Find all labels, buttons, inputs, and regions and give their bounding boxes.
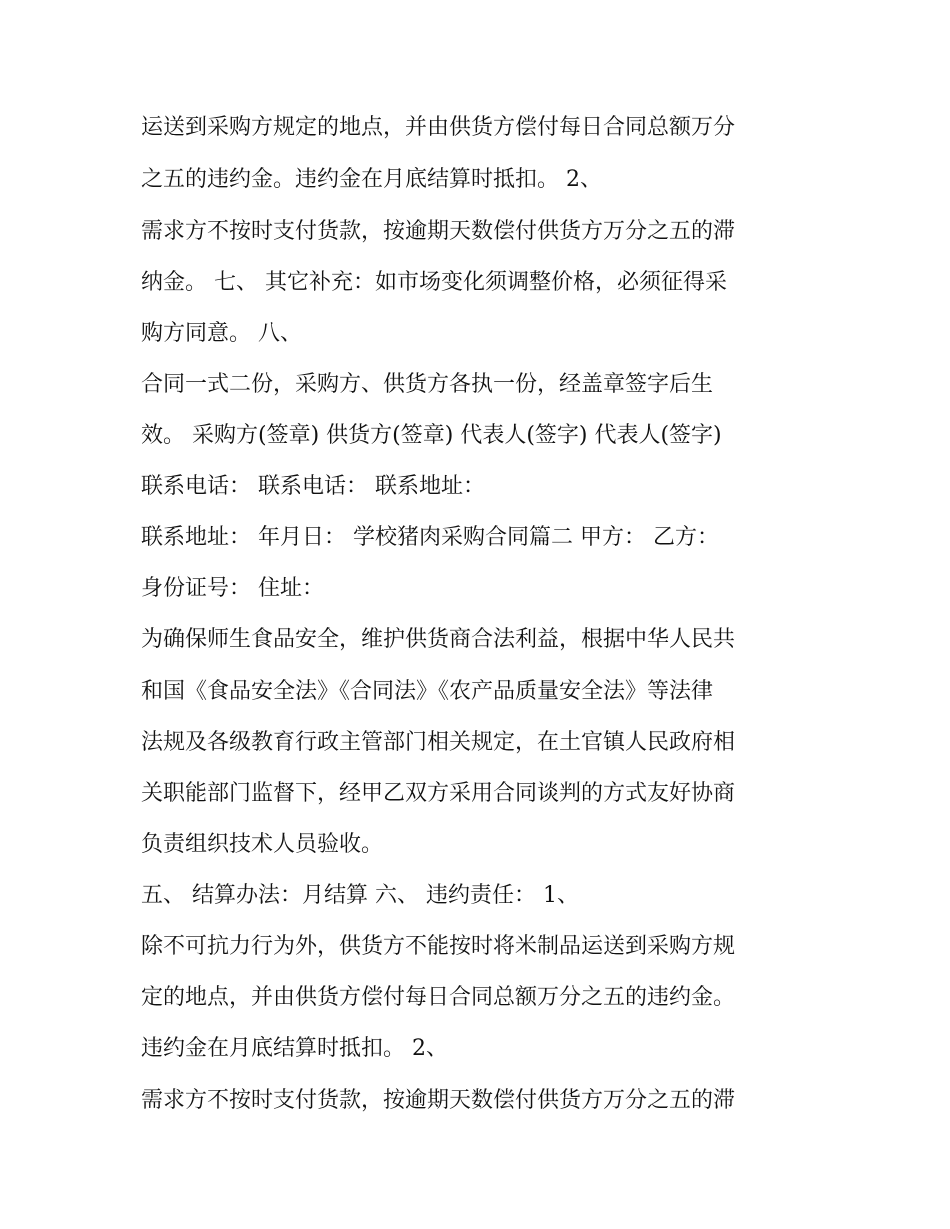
text-line: 购方同意。 八、 bbox=[141, 321, 302, 346]
text-line: 运送到采购方规定的地点，并由供货方偿付每日合同总额万分 bbox=[141, 115, 736, 140]
text-line: 和国《食品安全法》《合同法》《农产品质量安全法》等法律 bbox=[141, 679, 714, 704]
text-line: 定的地点，并由供货方偿付每日合同总额万分之五的违约金。 bbox=[141, 985, 736, 1010]
text-line: 纳金。 七、 其它补充：如市场变化须调整价格，必须征得采 bbox=[141, 270, 727, 295]
text-line: 违约金在月底结算时抵扣。 2、 bbox=[141, 1036, 448, 1061]
text-line: 法规及各级教育行政主管部门相关规定，在土官镇人民政府相 bbox=[141, 730, 736, 755]
text-line: 联系电话： 联系电话： 联系地址： bbox=[141, 474, 485, 499]
text-line: 关职能部门监督下，经甲乙双方采用合同谈判的方式友好协商 bbox=[141, 781, 736, 806]
text-line: 五、 结算办法：月结算 六、 违约责任： 1、 bbox=[141, 883, 579, 908]
text-line: 需求方不按时支付货款，按逾期天数偿付供货方万分之五的滞 bbox=[141, 219, 736, 244]
text-line: 负责组织技术人员验收。 bbox=[141, 832, 384, 857]
text-line: 联系地址： 年月日： 学校猪肉采购合同篇二 甲方： 乙方： bbox=[141, 525, 719, 550]
text-line: 身份证号： 住址： bbox=[141, 576, 324, 601]
text-line: 需求方不按时支付货款，按逾期天数偿付供货方万分之五的滞 bbox=[141, 1088, 736, 1113]
text-line: 为确保师生食品安全，维护供货商合法利益，根据中华人民共 bbox=[141, 627, 736, 652]
text-line: 合同一式二份，采购方、供货方各执一份，经盖章签字后生 bbox=[141, 372, 714, 397]
text-line: 除不可抗力行为外，供货方不能按时将米制品运送到采购方规 bbox=[141, 934, 736, 959]
text-line: 效。 采购方(签章) 供货方(签章) 代表人(签字) 代表人(签字) bbox=[141, 423, 722, 448]
text-line: 之五的违约金。违约金在月底结算时抵扣。 2、 bbox=[141, 167, 602, 192]
